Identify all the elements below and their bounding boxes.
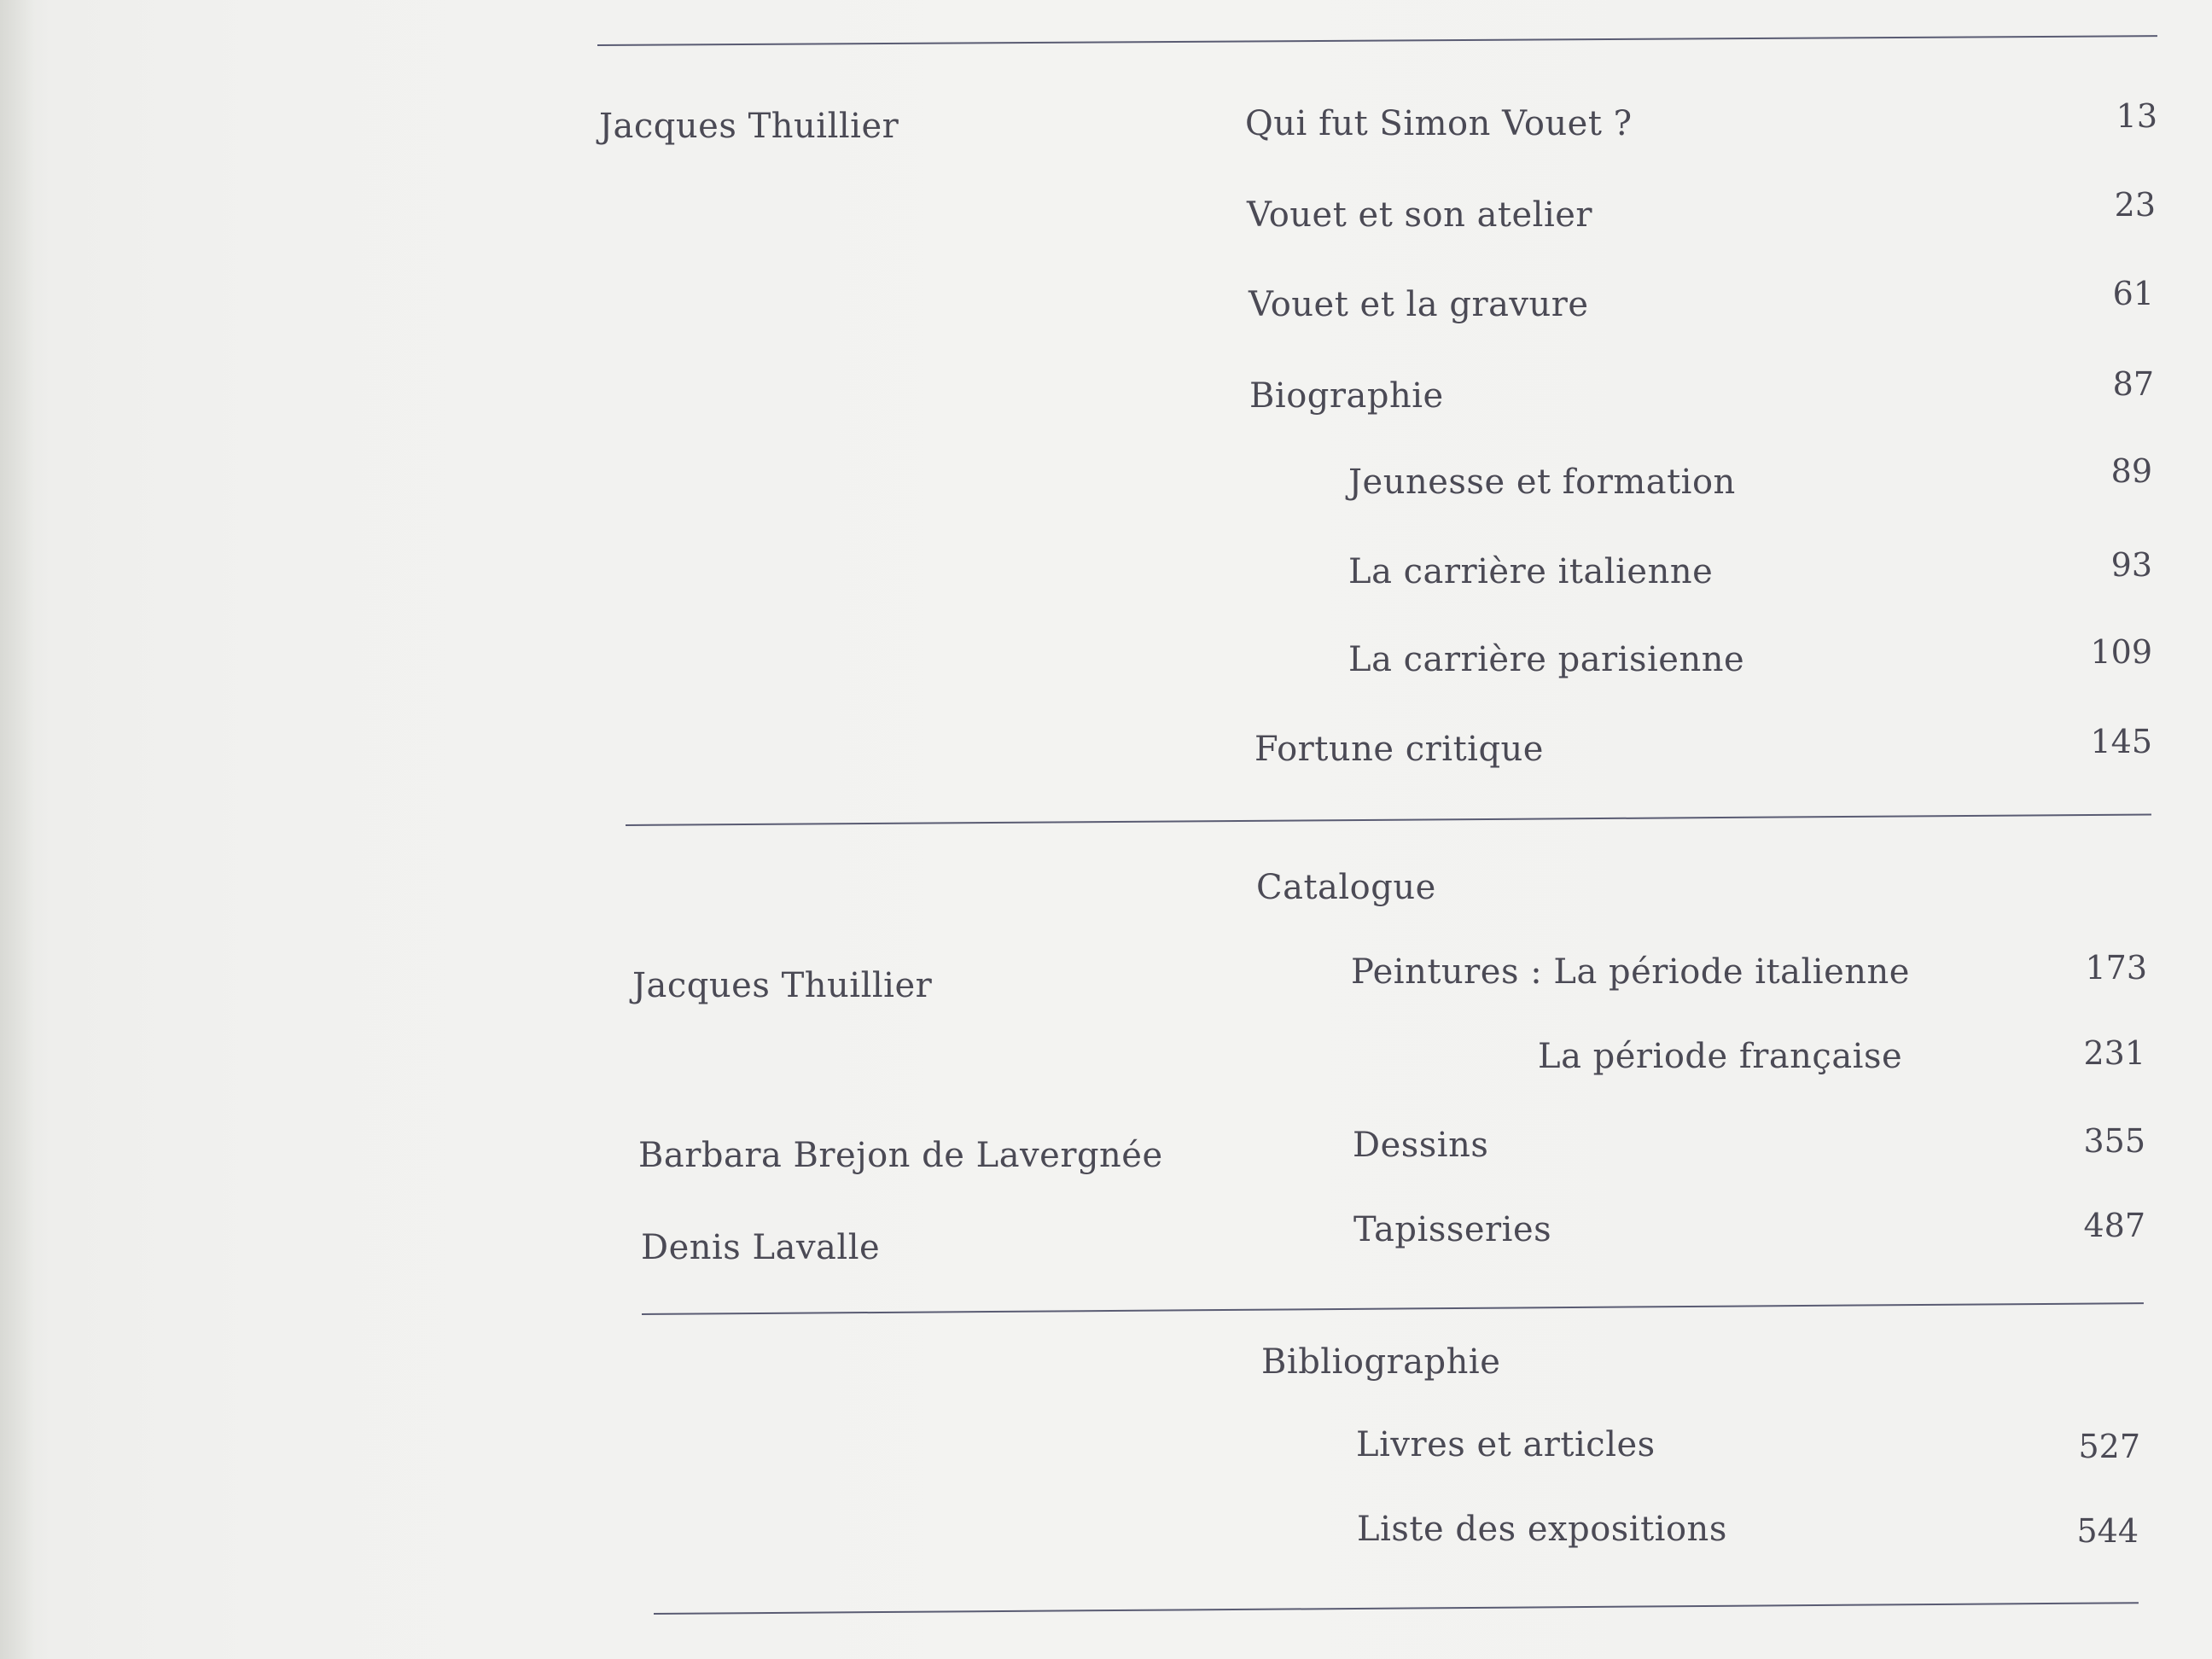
- toc-entry-page: 23: [2114, 186, 2156, 224]
- page-edge-shadow: [0, 0, 34, 1659]
- toc-subentry-title: La carrière parisienne: [1348, 640, 1745, 679]
- toc-entry-page: 109: [2090, 633, 2152, 671]
- toc-entry-page: 544: [2076, 1512, 2139, 1550]
- toc-entry-title: Peintures : La période italienne: [1351, 952, 1910, 992]
- toc-entry-page: 231: [2083, 1034, 2145, 1072]
- section-divider-1: [626, 814, 2151, 826]
- toc-entry-page: 145: [2090, 723, 2152, 760]
- section-divider-2: [642, 1302, 2144, 1315]
- catalogue-author: Jacques Thuillier: [632, 966, 933, 1005]
- catalogue-author: Denis Lavalle: [641, 1228, 881, 1267]
- toc-entry-page: 89: [2110, 452, 2152, 490]
- toc-entry-title: Vouet et la gravure: [1249, 285, 1589, 324]
- section-heading-catalogue: Catalogue: [1256, 868, 1436, 907]
- section-heading-bibliographie: Bibliographie: [1261, 1342, 1501, 1382]
- toc-entry-title: Vouet et son atelier: [1247, 195, 1593, 235]
- toc-entry-title: Livres et articles: [1356, 1425, 1656, 1464]
- toc-subentry-title: Jeunesse et formation: [1348, 463, 1736, 502]
- top-rule: [597, 35, 2157, 46]
- catalogue-author: Barbara Brejon de Lavergnée: [638, 1136, 1163, 1175]
- toc-entry-page: 355: [2083, 1122, 2145, 1160]
- toc-entry-title: Dessins: [1353, 1126, 1489, 1165]
- toc-subentry-title: La période française: [1538, 1037, 1903, 1076]
- toc-subentry-title: La carrière italienne: [1348, 552, 1714, 591]
- toc-entry-title: Qui fut Simon Vouet ?: [1245, 104, 1633, 143]
- toc-entry-title: Tapisseries: [1353, 1210, 1552, 1249]
- toc-entry-page: 93: [2110, 546, 2152, 584]
- toc-entry-title: Fortune critique: [1254, 730, 1544, 769]
- bottom-rule: [654, 1602, 2139, 1615]
- toc-entry-page: 173: [2085, 949, 2147, 987]
- toc-entry-page: 527: [2078, 1428, 2140, 1465]
- toc-entry-page: 487: [2083, 1207, 2145, 1244]
- toc-entry-page: 13: [2116, 97, 2157, 135]
- toc-entry-page: 87: [2112, 365, 2154, 403]
- section1-author: Jacques Thuillier: [599, 107, 899, 146]
- toc-entry-page: 61: [2112, 275, 2154, 312]
- toc-entry-title: Biographie: [1249, 376, 1444, 416]
- toc-entry-title: Liste des expositions: [1357, 1510, 1727, 1549]
